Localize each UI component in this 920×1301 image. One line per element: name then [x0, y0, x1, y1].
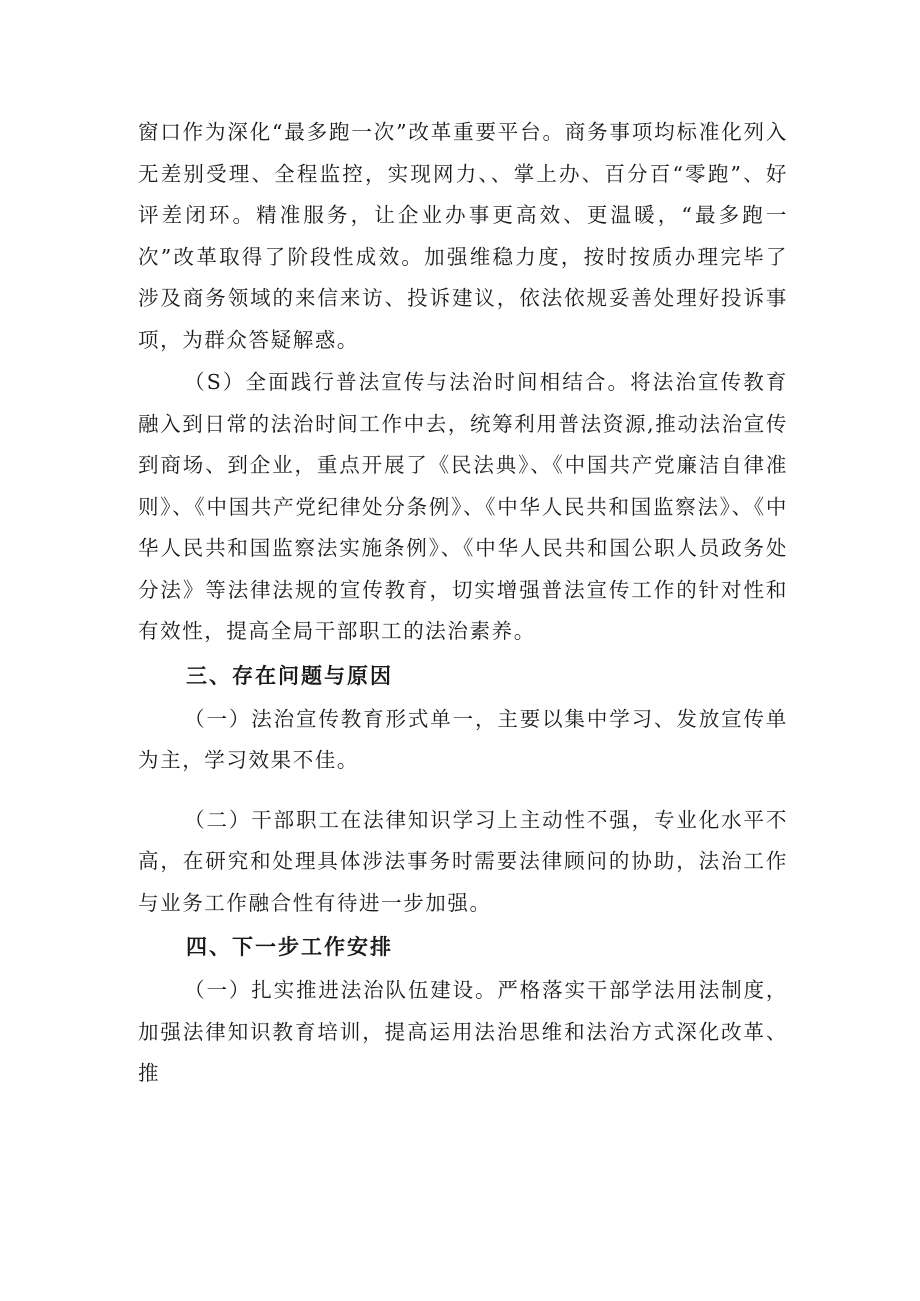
- document-body: [138, 112, 788, 1095]
- section-heading-next-steps: 四、下一步工作安排: [186, 935, 393, 959]
- paragraph-legal-publicity: （S）全面践行普法宣传与法治时间相结合。将法治宣传教育融入到日常的法治时间工作中去，统筹利用普法资源,推动法治宣传到商场、到企业，重点开展了《民法典》、《中国共产党廉洁自律准则》、《中国共产党纪律处分条例》、《中华人民共和国监察法》、《中华人民共和国监察法实施条例》、《中华人民共和国公职人员政务处分法》等法律法规的宣传教育，切实增强普法宣传工作的针对性和有效性，提高全局干部职工的法治素养。: [138, 370, 788, 643]
- section-heading-problems: 三、存在问题与原因: [186, 663, 393, 688]
- paragraph-problem-two: （二）干部职工在法律知识学习上主动性不强，专业化水平不高，在研究和处理具体涉法事务时需要法律顾问的协助，法治工作与业务工作融合性有待进一步加强。: [138, 807, 788, 915]
- paragraph-window-reform: 窗口作为深化“最多跑一次”改革重要平台。商务事项均标准化列入无差别受理、全程监控，实现网力、、掌上办、百分百“零跑”、好评差闭环。精准服务，让企业办事更高效、更温暖，“最多跑一次”改革取得了阶段性成效。加强维稳力度，按时按质办理完毕了涉及商务领域的来信来访、投诉建议，依法依规妥善处理好投诉事项，为群众答疑解惑。: [138, 120, 788, 352]
- paragraph-next-step-one: （一）扎实推进法治队伍建设。严格落实干部学法用法制度，加强法律知识教育培训，提高运用法治思维和法治方式深化改革、推: [138, 978, 788, 1085]
- paragraph-problem-one: （一）法治宣传教育形式单一，主要以集中学习、发放宣传单为主，学习效果不佳。: [138, 706, 788, 772]
